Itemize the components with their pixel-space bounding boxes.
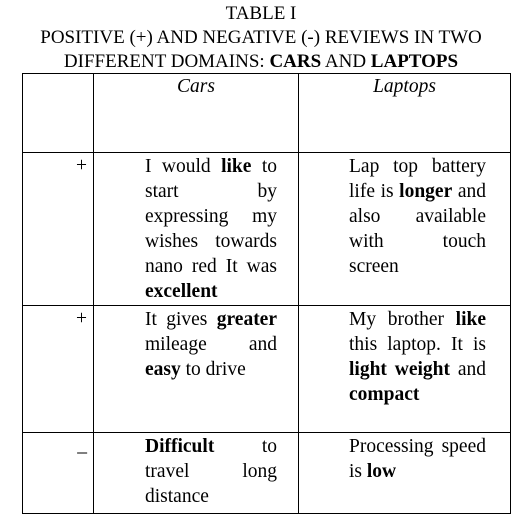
- review-text: Lap top battery life is: [349, 156, 486, 202]
- caption-cars: CARS: [269, 51, 322, 72]
- bold-keyword: compact: [349, 384, 420, 405]
- header-row: [23, 74, 511, 153]
- review-text: to start by expressing my wishes towards nano red It was: [145, 156, 278, 277]
- table-row: [23, 306, 511, 433]
- laptops-review-cell: [299, 433, 511, 514]
- sign-cell: +: [23, 153, 94, 306]
- header-laptops: Laptops: [299, 74, 511, 153]
- review-text: I would: [145, 156, 222, 177]
- header-sign: [23, 74, 94, 153]
- review-text: and: [450, 359, 487, 380]
- sign-cell: +: [23, 306, 94, 433]
- bold-keyword: excellent: [145, 281, 218, 302]
- bold-keyword: low: [366, 461, 397, 482]
- table-row: [23, 433, 511, 514]
- cars-review-cell: [94, 153, 299, 306]
- review-text: Processing speed is: [349, 436, 486, 482]
- caption-line-1: TABLE I: [225, 3, 297, 24]
- bold-keyword: Difficult: [145, 436, 215, 457]
- review-text: and also available with touch screen: [349, 181, 486, 277]
- caption-laptops: LAPTOPS: [370, 51, 459, 72]
- review-text: It gives: [145, 309, 217, 330]
- bold-keyword: light weight: [349, 359, 451, 380]
- cars-review-cell: [94, 433, 299, 514]
- bold-keyword: longer: [399, 181, 453, 202]
- review-text: mileage and: [145, 334, 277, 355]
- reviews-table: [22, 73, 511, 514]
- table-row: [23, 153, 511, 306]
- bold-keyword: like: [455, 309, 486, 330]
- laptops-review-cell: [299, 153, 511, 306]
- header-cars: Cars: [94, 74, 299, 153]
- review-text: this laptop. It is: [349, 334, 486, 355]
- caption-and: AND: [321, 51, 371, 72]
- sign-cell: _: [23, 433, 94, 514]
- cars-review-cell: [94, 306, 299, 433]
- review-text: to travel long distance: [145, 436, 277, 507]
- review-text: to drive: [180, 359, 246, 380]
- caption-prefix: DIFFERENT DOMAINS:: [63, 51, 270, 72]
- bold-keyword: like: [221, 156, 252, 177]
- bold-keyword: greater: [216, 309, 277, 330]
- caption-line-3: [0, 50, 522, 74]
- review-text: My brother: [349, 309, 456, 330]
- laptops-review-cell: [299, 306, 511, 433]
- table-caption: [0, 2, 522, 74]
- caption-line-2: POSITIVE (+) AND NEGATIVE (-) REVIEWS IN TWO: [40, 27, 482, 48]
- bold-keyword: easy: [145, 359, 181, 380]
